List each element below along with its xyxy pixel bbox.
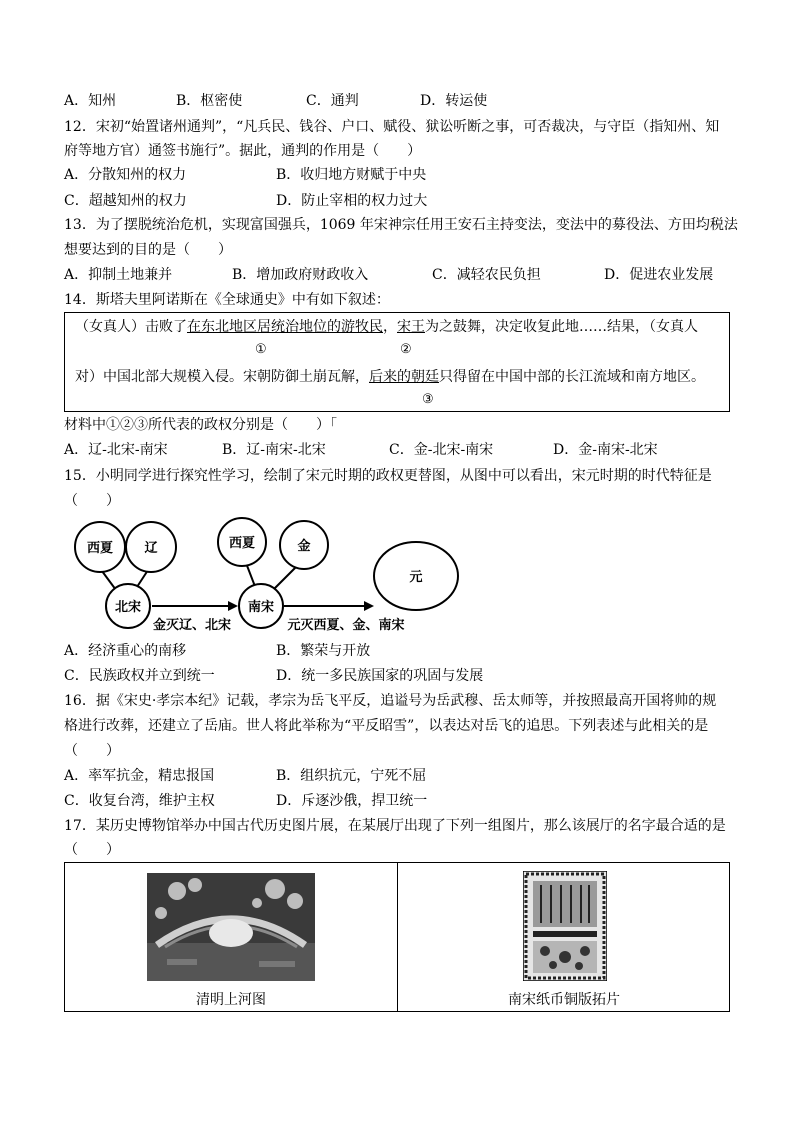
q11-option-a: A．知州 <box>64 93 117 109</box>
q13-stem-line2: 想要达到的目的是（ ） <box>64 242 232 258</box>
label-jin: 金 <box>297 539 311 554</box>
q17-image-table <box>64 862 730 1012</box>
regime-succession-diagram <box>64 515 464 637</box>
q14-quote-line1 <box>75 317 698 337</box>
q14-mark-1: ① <box>255 342 267 357</box>
q16-option-b: B．组织抗元，宁死不屈 <box>276 768 427 784</box>
q11-option-b: B．枢密使 <box>176 93 243 109</box>
q14-quote-text: 只得留在中国中部的长江流域和南方地区。 <box>439 369 705 385</box>
q14-underline-2: 宋王 <box>397 319 425 335</box>
q16-option-d: D．斥逐沙俄，捍卫统一 <box>276 793 428 809</box>
q14-stem: 14．斯塔夫里阿诺斯在《全球通史》中有如下叙述： <box>64 292 390 308</box>
q14-quote-text: 对）中国北部大规模入侵。宋朝防御土崩瓦解， <box>75 369 369 385</box>
label-liao: 辽 <box>144 541 158 556</box>
q14-quote-text: 为之鼓舞，决定收复此地……结果，（女真人 <box>425 319 698 335</box>
label-xixia-1: 西夏 <box>86 541 114 556</box>
q14-option-c: C．金-北宋-南宋 <box>389 442 494 458</box>
q14-quote-line2 <box>75 367 705 387</box>
q14-quote-box <box>64 312 730 412</box>
q12-stem-line2: 府等地方官）通签书施行”。据此，通判的作用是（ ） <box>64 143 422 159</box>
label-nansong: 南宋 <box>247 600 275 615</box>
arrow-label-2: 元灭西夏、金、南宋 <box>287 618 405 633</box>
q13-option-b: B．增加政府财政收入 <box>232 267 369 283</box>
q17-stem-line1: 17．某历史博物馆举办中国古代历史图片展，在某展厅出现了下列一组图片，那么该展厅的名字最合适的是 <box>64 818 726 834</box>
q14-underline-1: 在东北地区居统治地位的游牧民 <box>187 319 383 335</box>
q16-option-c: C．收复台湾，维护主权 <box>64 793 215 809</box>
qingming-painting-image <box>147 873 315 981</box>
q12-option-c: C．超越知州的权力 <box>64 193 187 209</box>
q12-option-a: A．分散知州的权力 <box>64 167 187 183</box>
q14-option-d: D．金-南宋-北宋 <box>553 442 658 458</box>
banknote-rubbing-image <box>523 871 607 981</box>
q14-quote-text: （女真人）击败了 <box>75 319 187 335</box>
label-yuan: 元 <box>409 570 423 585</box>
q14-quote-text: ， <box>383 319 397 335</box>
q14-mark-3: ③ <box>422 392 434 407</box>
q13-option-c: C．减轻农民负担 <box>432 267 541 283</box>
arrow-1-head <box>228 601 238 611</box>
q12-option-d: D．防止宰相的权力过大 <box>276 193 428 209</box>
q15-stem-line2: （ ） <box>64 493 120 509</box>
q15-stem-line1: 15．小明同学进行探究性学习，绘制了宋元时期的政权更替图，从图中可以看出，宋元时期的时代特征是 <box>64 468 712 484</box>
q16-option-a: A．率军抗金，精忠报国 <box>64 768 215 784</box>
q13-stem-line1: 13．为了摆脱统治危机，实现富国强兵，1069 年宋神宗任用王安石主持变法，变法中的募役法、方田均税法 <box>64 217 738 233</box>
q12-option-b: B．收归地方财赋于中央 <box>276 167 427 183</box>
caption-qingming: 清明上河图 <box>196 992 266 1008</box>
q15-option-b: B．繁荣与开放 <box>276 643 371 659</box>
q11-option-d: D．转运使 <box>420 93 488 109</box>
q14-mark-2: ② <box>400 342 412 357</box>
label-beisong: 北宋 <box>114 600 142 615</box>
q12-stem-line1: 12．宋初“始置诸州通判”，“凡兵民、钱谷、户口、赋役、狱讼听断之事，可否裁决，与守臣（指知州、知 <box>64 119 720 135</box>
q16-stem-line1: 16．据《宋史·孝宗本纪》记载，孝宗为岳飞平反，追谥号为岳武穆、岳太师等，并按照最高开国将帅的规 <box>64 693 717 709</box>
q14-option-b: B．辽-南宋-北宋 <box>222 442 326 458</box>
q15-option-c: C．民族政权并立到统一 <box>64 668 215 684</box>
q11-option-c: C．通判 <box>306 93 359 109</box>
q14-underline-3: 后来的朝廷 <box>369 369 439 385</box>
label-xixia-2: 西夏 <box>228 536 256 551</box>
q15-option-d: D．统一多民族国家的巩固与发展 <box>276 668 484 684</box>
q13-option-d: D．促进农业发展 <box>604 267 714 283</box>
arrow-2-head <box>364 601 374 611</box>
q15-option-a: A．经济重心的南移 <box>64 643 187 659</box>
arrow-label-1: 金灭辽、北宋 <box>152 618 232 633</box>
q16-stem-line3: （ ） <box>64 743 120 759</box>
q13-option-a: A．抑制土地兼并 <box>64 267 173 283</box>
q17-stem-line2: （ ） <box>64 842 120 858</box>
caption-banknote-rubbing: 南宋纸币铜版拓片 <box>508 992 620 1008</box>
q14-question: 材料中①②③所代表的政权分别是（ ）「 <box>64 417 337 433</box>
q14-option-a: A．辽-北宋-南宋 <box>64 442 168 458</box>
q16-stem-line2: 格进行改葬，还建立了岳庙。世人将此举称为“平反昭雪”，以表达对岳飞的追思。下列表述与此相关的是 <box>64 718 709 734</box>
